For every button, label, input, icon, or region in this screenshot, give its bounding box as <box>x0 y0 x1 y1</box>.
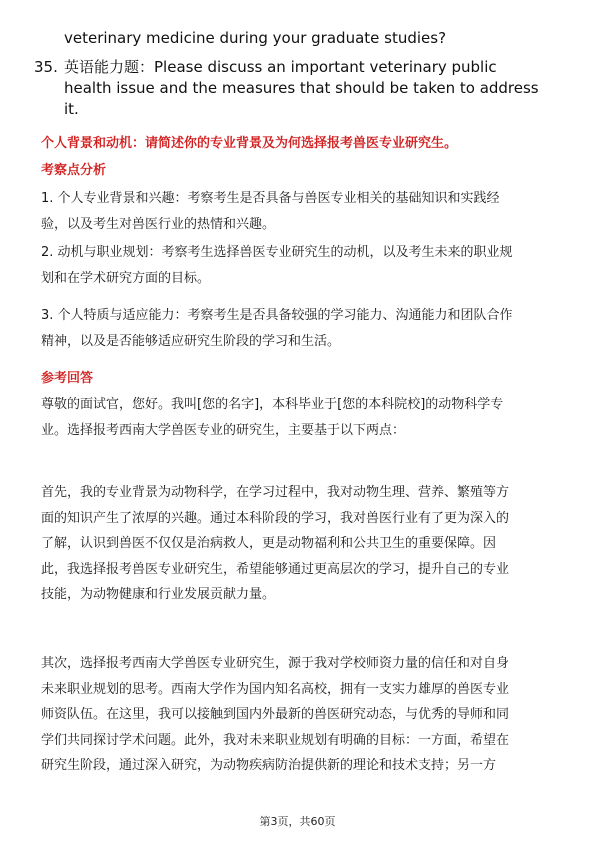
text-line: 精神，以及是否能够适应研究生阶段的学习和生活。 <box>41 333 341 349</box>
text-line: 尊敬的面试官，您好。我叫[您的名字]，本科毕业于[您的本科院校]的动物科学专 <box>41 397 504 412</box>
question-line: it. <box>64 100 79 118</box>
text-line: 研究生阶段，通过深入研究，为动物疾病防治提供新的理论和技术支持；另一方 <box>41 758 497 773</box>
text-line: 了解，认识到兽医不仅仅是治病救人，更是动物福利和公共卫生的重要保障。因 <box>41 536 497 551</box>
analysis-item <box>41 240 556 291</box>
analysis-item <box>41 186 556 237</box>
answer-paragraph <box>41 480 556 608</box>
text-line: 2. 动机与职业规划：考察考生选择兽医专业研究生的动机，以及考生未来的职业规 <box>41 245 513 260</box>
question-line: health issue and the measures that should be taken to address <box>64 79 539 97</box>
text-line: 3. 个人特质与适应能力：考察考生是否具备较强的学习能力、沟通能力和团队合作 <box>41 308 513 323</box>
answer-heading: 参考回答 <box>41 371 94 386</box>
page-number: 第3页，共60页 <box>259 815 336 828</box>
text-line: 学们共同探讨学术问题。此外，我对未来职业规划有明确的目标：一方面，希望在 <box>41 732 510 748</box>
text-line: 其次，选择报考西南大学兽医专业研究生，源于我对学校师资力量的信任和对自身 <box>41 656 510 671</box>
question-number: 35. <box>34 58 58 76</box>
text-line: 面的知识产生了浓厚的兴趣。通过本科阶段的学习，我对兽医行业有了更为深入的 <box>41 510 510 526</box>
text-line: 师资队伍。在这里，我可以接触到国内外最新的兽医研究动态，与优秀的导师和同 <box>41 707 510 722</box>
analysis-item <box>41 303 556 354</box>
text-line: 业。选择报考西南大学兽医专业的研究生，主要基于以下两点： <box>41 422 406 438</box>
text-line: 未来职业规划的思考。西南大学作为国内知名高校，拥有一支实力雄厚的兽医专业 <box>41 681 510 697</box>
answer-paragraph <box>41 651 556 779</box>
question-line: 英语能力题：Please discuss an important veterinary public <box>64 58 497 76</box>
text-line: 验，以及考生对兽医行业的热情和兴趣。 <box>41 216 276 232</box>
text-line: 此，我选择报考兽医专业研究生，希望能够通过更高层次的学习，提升自己的专业 <box>41 561 510 577</box>
text-line: 首先，我的专业背景为动物科学，在学习过程中，我对动物生理、营养、繁殖等方 <box>41 485 510 500</box>
prompt-title: 个人背景和动机：请简述你的专业背景及为何选择报考兽医专业研究生。 <box>41 136 458 151</box>
question-continuation: veterinary medicine during your graduate studies? <box>64 29 447 47</box>
text-line: 技能，为动物健康和行业发展贡献力量。 <box>41 587 276 602</box>
question-text <box>64 57 560 120</box>
text-line: 1. 个人专业背景和兴趣：考察考生是否具备与兽医专业相关的基础知识和实践经 <box>41 191 500 206</box>
analysis-heading: 考察点分析 <box>41 163 107 178</box>
text-line: 划和在学术研究方面的目标。 <box>41 270 211 286</box>
answer-paragraph <box>41 392 556 443</box>
